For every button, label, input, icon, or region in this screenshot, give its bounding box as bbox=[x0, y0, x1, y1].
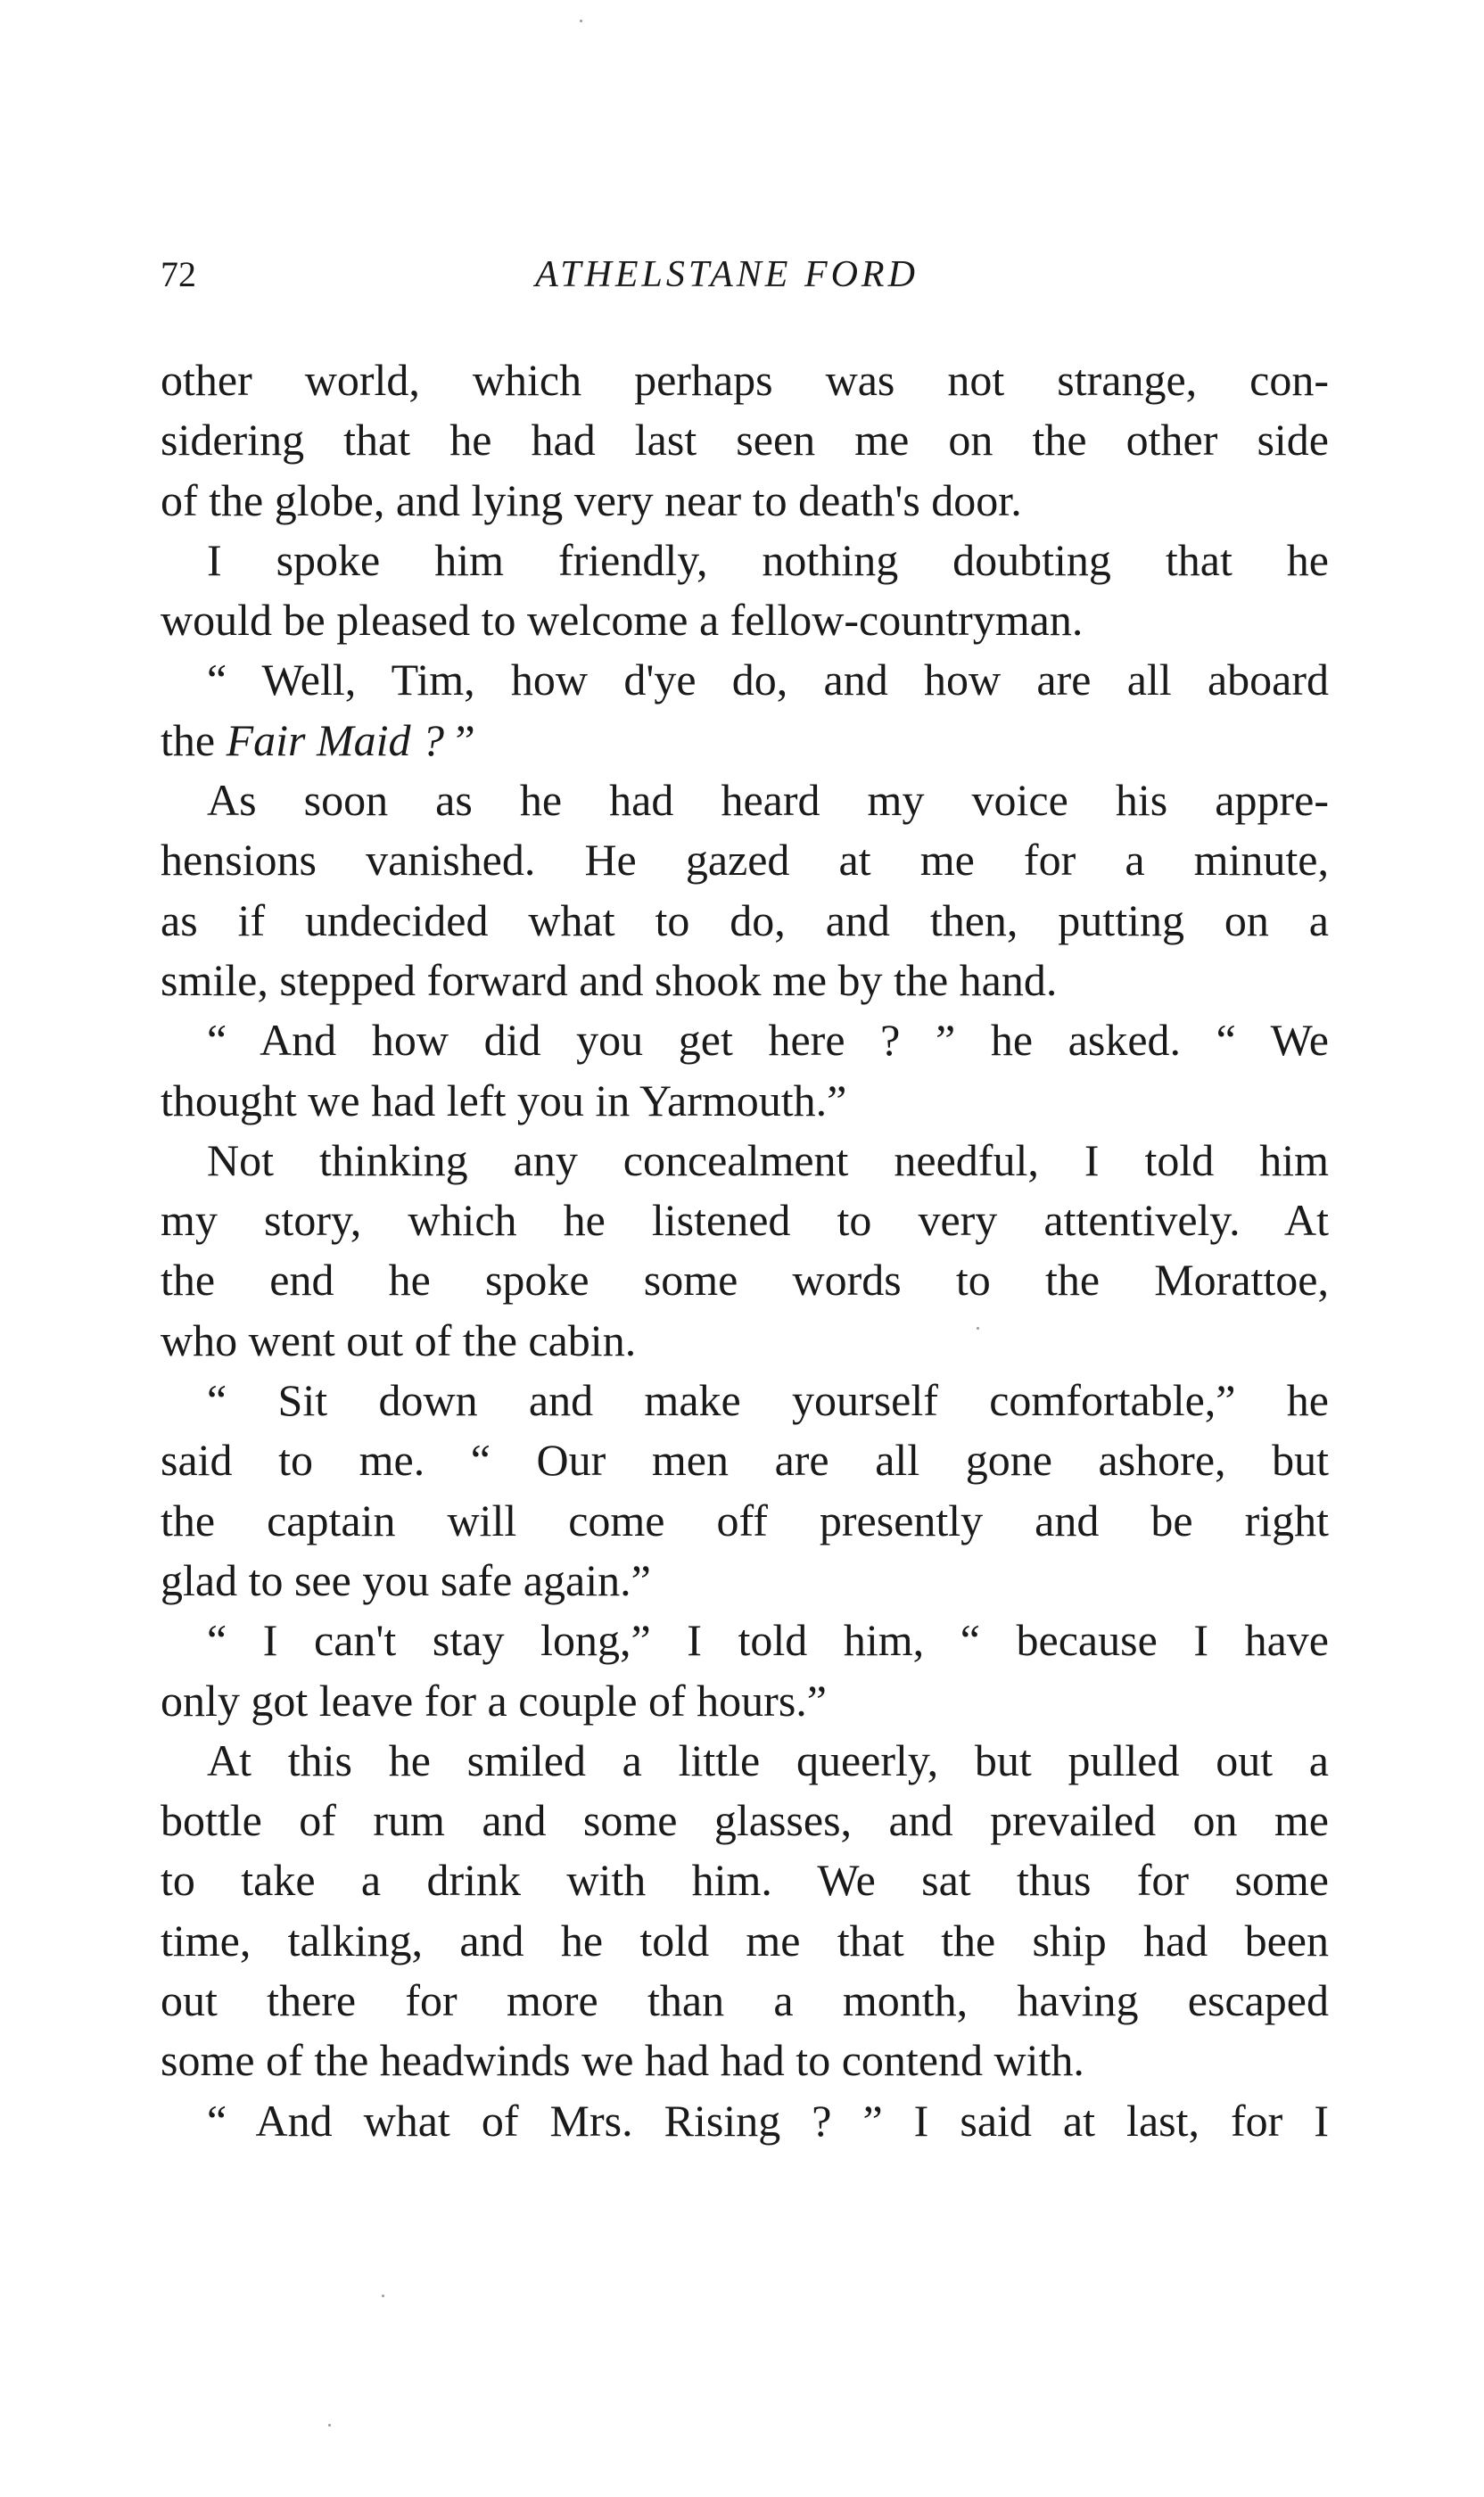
text-line: I spoke him friendly, nothing doubting that he bbox=[207, 534, 1329, 585]
text-line: the captain will come off presently and be right bbox=[161, 1495, 1329, 1545]
text-line: At this he smiled a little queerly, but pulled out a bbox=[207, 1735, 1329, 1785]
paper-speck bbox=[328, 2424, 331, 2427]
text-line: thought we had left you in Yarmouth.” bbox=[161, 1075, 847, 1125]
text-line: sidering that he had last seen me on the other side bbox=[161, 415, 1329, 466]
text-line: “ And how did you get here ? ” he asked. “ We bbox=[207, 1015, 1329, 1066]
text-line: bottle of rum and some glasses, and prevailed on me bbox=[161, 1795, 1329, 1846]
text-line: hensions vanished. He gazed at me for a minute, bbox=[161, 835, 1329, 886]
text-line-ship bbox=[161, 711, 1329, 771]
paper-speck bbox=[580, 20, 582, 22]
text-line: said to me. “ Our men are all gone ashore, but bbox=[161, 1435, 1329, 1486]
body-text bbox=[161, 350, 1329, 2151]
text-line: “ Sit down and make yourself comfortable,” he bbox=[207, 1375, 1329, 1426]
text-fragment: the bbox=[161, 714, 227, 765]
text-line: only got leave for a couple of hours.” bbox=[161, 1675, 827, 1726]
text-line: “ Well, Tim, how d'ye do, and how are all aboard bbox=[207, 655, 1329, 705]
page-number: 72 bbox=[161, 254, 196, 294]
text-line: glad to see you safe again.” bbox=[161, 1554, 651, 1605]
text-line: other world, which perhaps was not strange, con- bbox=[161, 355, 1329, 405]
running-title: ATHELSTANE FORD bbox=[535, 254, 919, 295]
text-line: who went out of the cabin. bbox=[161, 1314, 637, 1365]
text-line: of the globe, and lying very near to death's door. bbox=[161, 474, 1022, 525]
paper-speck bbox=[977, 1327, 979, 1330]
text-line: my story, which he listened to very attentively. At bbox=[161, 1195, 1329, 1246]
text-line: to take a drink with him. We sat thus for some bbox=[161, 1855, 1329, 1906]
text-line: Not thinking any concealment needful, I told him bbox=[207, 1134, 1329, 1185]
text-line: some of the headwinds we had had to contend with. bbox=[161, 2035, 1084, 2086]
text-line: the end he spoke some words to the Morattoe, bbox=[161, 1255, 1329, 1306]
text-fragment: ” bbox=[444, 714, 475, 765]
text-line: out there for more than a month, having escaped bbox=[161, 1975, 1329, 2026]
text-line: smile, stepped forward and shook me by the hand. bbox=[161, 954, 1058, 1005]
ship-name: Fair Maid ? bbox=[226, 714, 445, 765]
running-head bbox=[161, 248, 1329, 301]
paper-speck bbox=[382, 2295, 384, 2297]
text-line: as if undecided what to do, and then, putting on a bbox=[161, 894, 1329, 945]
text-line: time, talking, and he told me that the ship had been bbox=[161, 1915, 1329, 1965]
text-line: “ And what of Mrs. Rising ? ” I said at last, for I bbox=[207, 2095, 1329, 2146]
text-line: would be pleased to welcome a fellow-countryman. bbox=[161, 595, 1084, 646]
text-line: As soon as he had heard my voice his appre- bbox=[207, 775, 1329, 826]
text-line: “ I can't stay long,” I told him, “ because I have bbox=[207, 1615, 1329, 1666]
